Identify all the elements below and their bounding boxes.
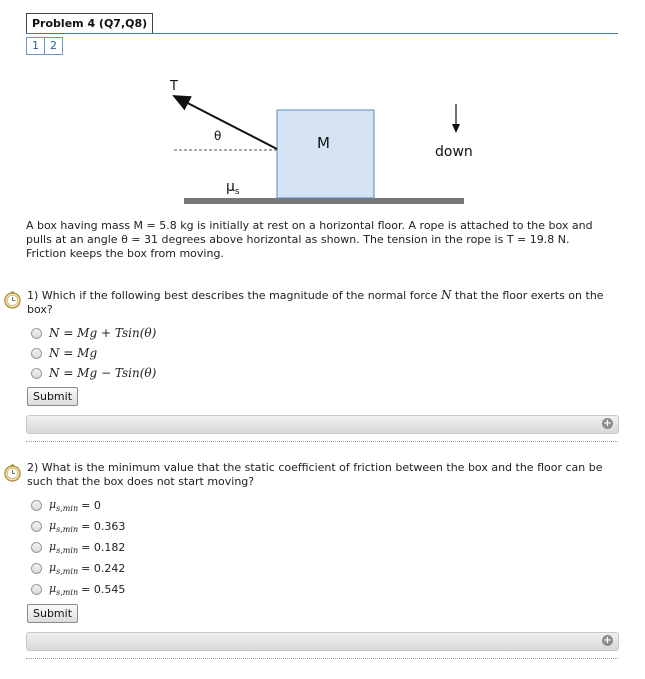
down-label: down	[435, 144, 473, 160]
question-separator	[26, 658, 618, 659]
angle-label: θ	[214, 129, 222, 143]
q2-option-3-radio[interactable]	[31, 542, 42, 553]
q1-option-1-radio[interactable]	[31, 328, 42, 339]
question-1-text: 1) Which if the following best describes the magnitude of the normal force N that the floor exerts on the box?	[27, 288, 604, 316]
mu-s-min-symbol: $\mu_{s,min}$	[49, 518, 79, 535]
q2-option-1[interactable]	[31, 495, 125, 516]
q1-option-2-radio[interactable]	[31, 348, 42, 359]
q2-option-2-radio[interactable]	[31, 521, 42, 532]
physics-figure	[0, 0, 645, 215]
question-clock-icon	[3, 290, 22, 309]
q1-option-3-radio[interactable]	[31, 368, 42, 379]
floor	[184, 198, 464, 204]
problem-statement: A box having mass M = 5.8 kg is initially at rest on a horizontal floor. A rope is attached to the box and pulls at an angle θ = 31 degrees above horizontal as shown. The tension in the rope is T = 19.8 N. Friction keeps the box from moving.	[26, 219, 593, 260]
q1-option-3-label: N = Mg − Tsin(θ)	[49, 366, 157, 380]
mu-s-min-symbol: $\mu_{s,min}$	[49, 497, 79, 514]
expand-plus-icon[interactable]: +	[603, 418, 612, 429]
page-button-2[interactable]: 2	[44, 37, 63, 55]
q2-option-2-label: = 0.363	[81, 520, 126, 533]
q2-option-4-radio[interactable]	[31, 563, 42, 574]
question-1-options	[31, 323, 156, 383]
q1-option-1[interactable]	[31, 323, 156, 343]
q2-submit-button[interactable]: Submit	[27, 604, 78, 623]
expand-plus-icon[interactable]: +	[603, 635, 612, 646]
q1-submit-button[interactable]: Submit	[27, 387, 78, 406]
q1-option-3[interactable]	[31, 363, 156, 383]
q1-option-2-label: N = Mg	[49, 346, 98, 360]
down-arrow-icon	[452, 124, 460, 133]
q2-option-5-radio[interactable]	[31, 584, 42, 595]
mass-label: M	[317, 134, 330, 152]
question-2-options	[31, 495, 125, 600]
mu-s-min-symbol: $\mu_{s,min}$	[49, 560, 79, 577]
question-2-text: 2) What is the minimum value that the static coefficient of friction between the box and the floor can be such that the box does not start moving?	[27, 461, 603, 488]
page-button-1[interactable]: 1	[26, 37, 45, 55]
question-separator	[26, 441, 618, 442]
q1-option-2[interactable]	[31, 343, 156, 363]
q2-option-3[interactable]	[31, 537, 125, 558]
q1-option-1-label: N = Mg + Tsin(θ)	[49, 326, 157, 340]
q1-feedback-bar[interactable]	[26, 415, 619, 434]
q2-option-4-label: = 0.242	[81, 562, 126, 575]
q2-option-4[interactable]	[31, 558, 125, 579]
question-clock-icon	[3, 463, 22, 482]
box	[277, 110, 374, 198]
q2-option-1-label: = 0	[81, 499, 101, 512]
q2-feedback-bar[interactable]	[26, 632, 619, 651]
q2-option-5-label: = 0.545	[81, 583, 126, 596]
tension-label: T	[170, 79, 178, 94]
q2-option-5[interactable]	[31, 579, 125, 600]
q2-option-2[interactable]	[31, 516, 125, 537]
problem-title: Problem 4 (Q7,Q8)	[26, 13, 153, 33]
mu-s-min-symbol: $\mu_{s,min}$	[49, 581, 79, 598]
q2-option-1-radio[interactable]	[31, 500, 42, 511]
normal-force-symbol: N	[440, 288, 452, 302]
mu-s-min-symbol: $\mu_{s,min}$	[49, 539, 79, 556]
rope-tension-arrow	[174, 96, 277, 149]
q2-option-3-label: = 0.182	[81, 541, 126, 554]
friction-coefficient-label: $\mu_s$	[226, 179, 240, 197]
